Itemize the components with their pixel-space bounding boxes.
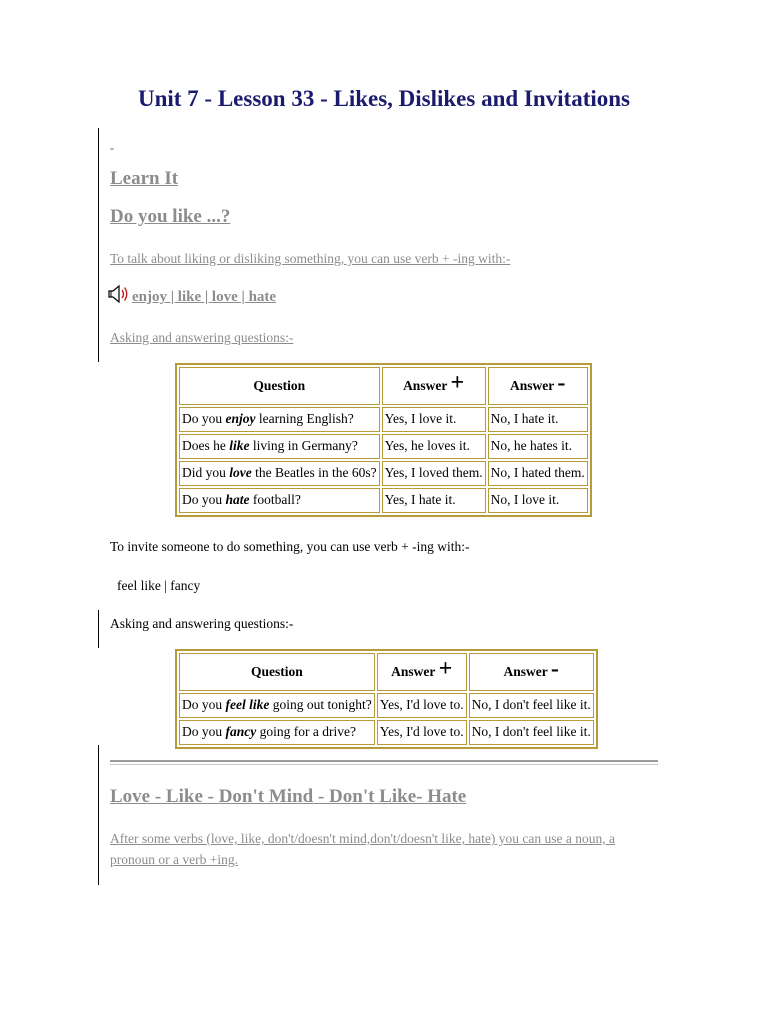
question-cell: [179, 488, 380, 513]
plus-sign: +: [450, 369, 465, 396]
positive-answer-cell: Yes, he loves it.: [382, 434, 486, 459]
positive-answer-cell: Yes, I hate it.: [382, 488, 486, 513]
positive-answer-cell: Yes, I love it.: [382, 407, 486, 432]
table-caption: Asking and answering questions:-: [110, 616, 294, 631]
negative-answer-cell: No, I love it.: [488, 488, 588, 513]
table-header-row: [179, 367, 588, 405]
negative-answer-cell: No, I don't feel like it.: [469, 720, 594, 745]
positive-answer-header: [377, 653, 467, 691]
negative-answer-header: [469, 653, 594, 691]
left-margin-bar: [98, 610, 99, 648]
answer-label: Answer: [509, 377, 554, 393]
page-title: Unit 7 - Lesson 33 - Likes, Dislikes and Invitations: [137, 86, 631, 111]
question-end: going for a drive?: [259, 724, 356, 740]
question-cell: [179, 434, 380, 459]
positive-answer-cell: Yes, I'd love to.: [377, 693, 467, 718]
question-start: Do you: [182, 724, 223, 740]
table-row: [179, 720, 594, 745]
question-start: Do you: [182, 697, 223, 713]
question-header: Question: [179, 367, 380, 405]
table-row: [179, 461, 588, 486]
positive-answer-cell: Yes, I loved them.: [382, 461, 486, 486]
speaker-icon[interactable]: [108, 284, 130, 304]
invitation-verb-list: feel like | fancy: [117, 578, 201, 593]
table-row: [179, 434, 588, 459]
verb-list-link[interactable]: enjoy | like | love | hate: [132, 289, 277, 305]
question-verb: feel like: [225, 697, 270, 713]
table-header-row: [179, 653, 594, 691]
left-margin-bar: [98, 745, 99, 885]
plus-sign: +: [438, 655, 453, 682]
question-start: Did you: [182, 465, 226, 481]
negative-answer-cell: No, he hates it.: [488, 434, 588, 459]
verb-patterns-heading[interactable]: Love - Like - Don't Mind - Don't Like- Hate: [110, 786, 467, 807]
positive-answer-header: [382, 367, 486, 405]
likes-dislikes-table: [175, 363, 592, 517]
question-cell: [179, 720, 375, 745]
question-cell: [179, 407, 380, 432]
invitations-table: [175, 649, 598, 749]
question-verb: like: [229, 438, 250, 454]
question-verb: hate: [225, 492, 250, 508]
question-header: Question: [179, 653, 375, 691]
table-row: [179, 693, 594, 718]
learn-it-heading[interactable]: Learn It: [110, 168, 179, 189]
answer-label: Answer: [503, 663, 548, 679]
negative-answer-header: [488, 367, 588, 405]
question-verb: love: [229, 465, 252, 481]
question-end: learning English?: [258, 411, 354, 427]
positive-answer-cell: Yes, I'd love to.: [377, 720, 467, 745]
question-end: going out tonight?: [272, 697, 372, 713]
question-verb: enjoy: [225, 411, 256, 427]
verb-patterns-body[interactable]: After some verbs (love, like, don't/doesn't mind,don't/doesn't like, hate) you can use a noun, a pronoun or a verb +ing.: [110, 831, 615, 867]
section-divider: [110, 760, 658, 765]
dash-marker: -: [110, 141, 114, 155]
minus-sign: -: [557, 369, 566, 396]
negative-answer-cell: No, I hated them.: [488, 461, 588, 486]
question-start: Do you: [182, 492, 223, 508]
question-end: living in Germany?: [252, 438, 358, 454]
liking-intro-text[interactable]: To talk about liking or disliking something, you can use verb + -ing with:-: [110, 251, 511, 266]
do-you-like-subheading[interactable]: Do you like ...?: [110, 206, 231, 227]
negative-answer-cell: No, I don't feel like it.: [469, 693, 594, 718]
question-end: the Beatles in the 60s?: [255, 465, 377, 481]
invitation-intro-text: To invite someone to do something, you can use verb + -ing with:-: [110, 539, 470, 554]
answer-label: Answer: [403, 377, 448, 393]
question-cell: [179, 461, 380, 486]
question-cell: [179, 693, 375, 718]
question-verb: fancy: [225, 724, 257, 740]
table-row: [179, 488, 588, 513]
minus-sign: -: [550, 655, 559, 682]
negative-answer-cell: No, I hate it.: [488, 407, 588, 432]
question-start: Does he: [182, 438, 226, 454]
question-start: Do you: [182, 411, 223, 427]
left-margin-bar: [98, 128, 99, 362]
table-row: [179, 407, 588, 432]
answer-label: Answer: [391, 663, 436, 679]
table-caption-link[interactable]: Asking and answering questions:-: [110, 330, 294, 345]
question-end: football?: [252, 492, 301, 508]
